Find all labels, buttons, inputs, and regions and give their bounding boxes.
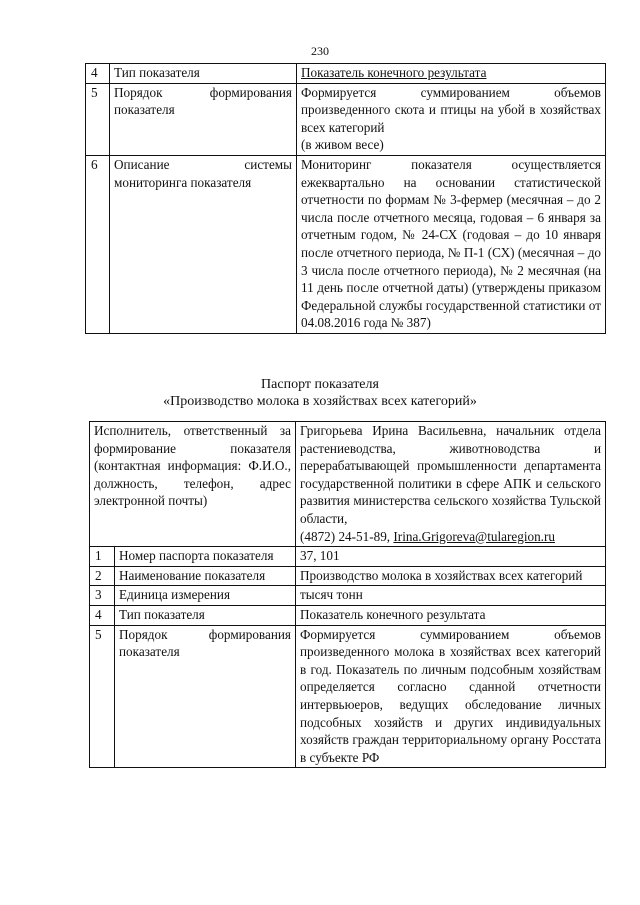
row-number: 5	[90, 625, 115, 768]
row-value-text: Показатель конечного результата	[301, 65, 487, 80]
executor-label: Исполнитель, ответственный за формирование показателя (контактная информация: Ф.И.О., должность, телефон, адрес электронной почты)	[90, 422, 296, 547]
table-row	[90, 605, 606, 625]
row-label: Тип показателя	[115, 605, 296, 625]
executor-value	[296, 422, 606, 547]
row-label: Тип показателя	[110, 64, 297, 84]
row-label: Порядок формирования показателя	[110, 83, 297, 155]
row-value-text: Формируется суммированием объемов произведенного скота и птицы на убой в хозяйствах всех категорий	[301, 84, 601, 135]
row-number: 4	[86, 64, 110, 84]
executor-email-link[interactable]: Irina.Grigoreva@tularegion.ru	[393, 528, 555, 544]
row-label: Номер паспорта показателя	[115, 547, 296, 567]
row-value: Показатель конечного результата	[296, 605, 606, 625]
row-value	[297, 64, 606, 84]
row-label: Наименование показателя	[115, 566, 296, 586]
row-value-text: Мониторинг показателя осуществляется ежеквартально на основании статистической отчетности по формам № 3-фермер (месячная – до 2 числа после отчетного месяца, годовая – 6 января за отчетным годом, № 24-СХ (годовая – до 10 января после отчетного периода, № П-1 (СХ) (месячная – до 3 числа после отчетного периода), № 2 месячная (на 11 день после отчетной даты) (утверждены приказом Федеральной службы государственной статистики от 04.08.2016 года № 387)	[301, 156, 601, 331]
page-number: 230	[311, 44, 329, 58]
row-value	[297, 155, 606, 333]
table-row	[90, 586, 606, 606]
row-number: 2	[90, 566, 115, 586]
table-row	[86, 64, 606, 84]
table-row-executor	[90, 422, 606, 547]
row-value: Производство молока в хозяйствах всех категорий	[296, 566, 606, 586]
executor-phone: (4872) 24-51-89,	[300, 528, 391, 544]
row-value: тысяч тонн	[296, 586, 606, 606]
row-label: Описание системы мониторинга показателя	[110, 155, 297, 333]
passport-table	[89, 421, 606, 768]
table-row	[90, 625, 606, 768]
row-number: 4	[90, 605, 115, 625]
row-number: 6	[86, 155, 110, 333]
executor-name-position: Григорьева Ирина Васильевна, начальник отдела растениеводства, животноводства и перерабатывающей промышленности департамента государственной политики в сфере АПК и сельского развития министерства сельского хозяйства Тульской области,	[300, 423, 601, 526]
row-value-note: (в живом весе)	[301, 137, 384, 153]
indicator-table-continued	[85, 63, 606, 334]
row-number: 5	[86, 83, 110, 155]
table-row	[86, 155, 606, 333]
table-row	[90, 566, 606, 586]
row-value	[297, 83, 606, 155]
row-number: 1	[90, 547, 115, 567]
table-row	[86, 83, 606, 155]
table-row	[90, 547, 606, 567]
row-value: 37, 101	[296, 547, 606, 567]
row-value: Формируется суммированием объемов произведенного молока в хозяйствах всех категорий в год. Показатель по личным подсобным хозяйствам определяется согласно сданной отчетности интервьюеров, ведущих обследование личных подсобных хозяйств и других индивидуальных хозяйств граждан территориальному органу Росстата в субъекте РФ	[296, 625, 606, 768]
row-label: Единица измерения	[115, 586, 296, 606]
passport-subtitle: «Производство молока в хозяйствах всех категорий»	[163, 394, 477, 409]
row-label: Порядок формирования показателя	[115, 625, 296, 768]
passport-title: Паспорт показателя	[261, 377, 379, 392]
row-number: 3	[90, 586, 115, 606]
